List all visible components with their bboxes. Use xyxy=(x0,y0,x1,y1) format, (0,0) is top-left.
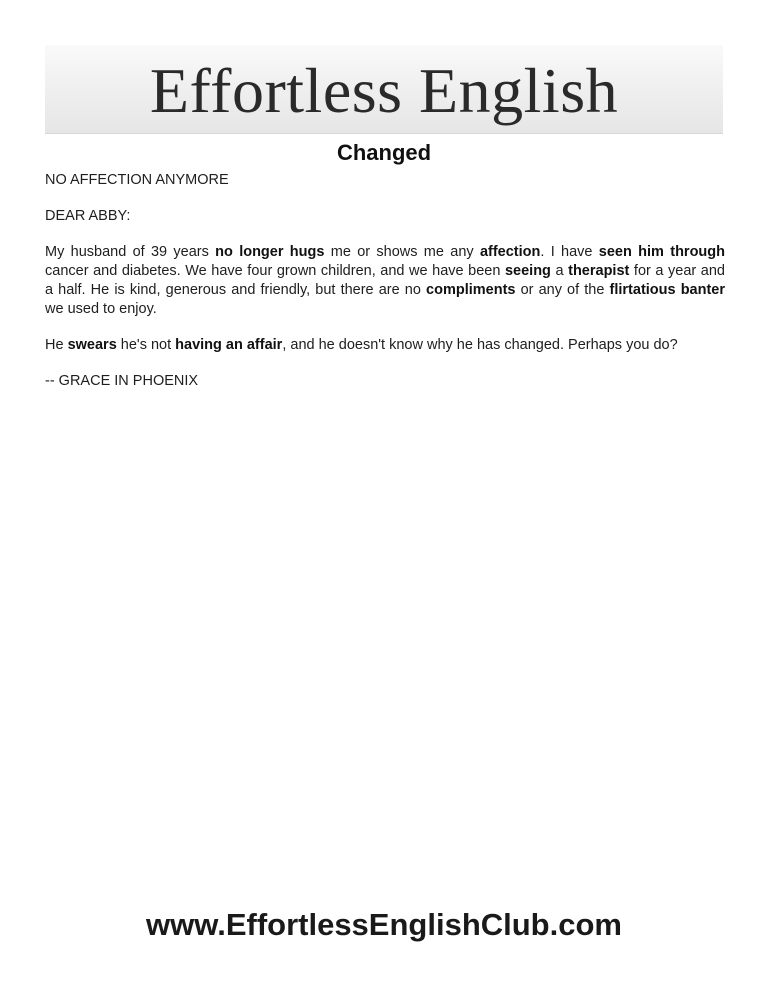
text-segment: or any of the xyxy=(515,282,610,298)
vocab-phrase: flirtatious banter xyxy=(609,282,726,298)
vocab-phrase: seen him through xyxy=(598,244,725,260)
text-segment: . I have xyxy=(540,244,599,260)
header-banner xyxy=(45,45,723,134)
letter-paragraph-2 xyxy=(45,336,725,355)
vocab-phrase: affection xyxy=(479,244,541,260)
text-segment: for a year and a half. He is kind, generous and friendly, but there are no xyxy=(45,263,725,298)
letter-salutation: DEAR ABBY: xyxy=(45,208,131,224)
letter-content xyxy=(45,171,725,408)
letter-signature: -- GRACE IN PHOENIX xyxy=(45,373,199,389)
vocab-phrase: compliments xyxy=(426,282,516,298)
text-segment: a xyxy=(550,263,569,279)
text-segment: My husband of 39 years xyxy=(45,244,216,260)
text-segment: we used to enjoy. xyxy=(45,301,157,317)
page-title: Changed xyxy=(336,140,432,165)
vocab-phrase: therapist xyxy=(568,263,630,279)
letter-headline: NO AFFECTION ANYMORE xyxy=(45,172,229,188)
brand-title: Effortless English xyxy=(149,55,619,126)
vocab-phrase: swears xyxy=(67,337,117,353)
text-segment: cancer and diabetes. We have four grown children, and we have been xyxy=(45,263,505,279)
letter-paragraph-1 xyxy=(45,243,725,319)
vocab-phrase: seeing xyxy=(504,263,551,279)
vocab-phrase: having an affair xyxy=(175,337,283,353)
vocab-phrase: no longer hugs xyxy=(215,244,325,260)
footer-website-link[interactable]: www.EffortlessEnglishClub.com xyxy=(146,907,622,942)
text-segment: , and he doesn't know why he has changed. Perhaps you do? xyxy=(282,337,678,353)
text-segment: He xyxy=(45,337,68,353)
text-segment: me or shows me any xyxy=(324,244,480,260)
text-segment: he's not xyxy=(116,337,176,353)
